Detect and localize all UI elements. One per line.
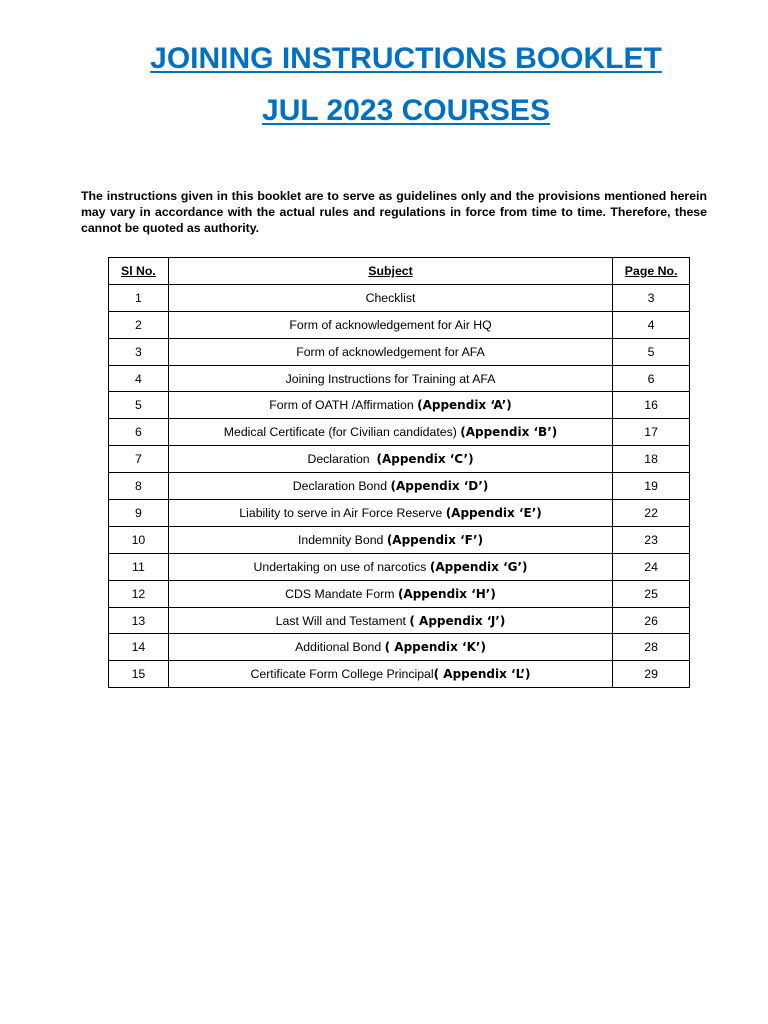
cell-subject bbox=[168, 284, 612, 311]
cell-sl-no: 9 bbox=[109, 500, 169, 527]
appendix-reference: (Appendix ‘C’) bbox=[376, 452, 474, 467]
appendix-reference: (Appendix ‘D’) bbox=[390, 479, 489, 494]
appendix-reference: ( Appendix ‘K’) bbox=[384, 640, 486, 655]
cell-page-no: 4 bbox=[613, 311, 690, 338]
cell-subject bbox=[168, 419, 612, 446]
cell-page-no: 3 bbox=[613, 284, 690, 311]
table-row bbox=[109, 338, 690, 365]
header-page-no: Page No. bbox=[613, 258, 690, 285]
subject-text: Indemnity Bond bbox=[297, 532, 387, 547]
cell-subject bbox=[168, 365, 612, 392]
subject-text: Checklist bbox=[365, 290, 416, 305]
cell-page-no: 24 bbox=[613, 553, 690, 580]
cell-sl-no: 15 bbox=[109, 661, 169, 688]
appendix-reference: (Appendix ‘B’) bbox=[460, 425, 558, 440]
subject-text: CDS Mandate Form bbox=[285, 586, 398, 601]
table-row bbox=[109, 311, 690, 338]
table-row bbox=[109, 284, 690, 311]
cell-sl-no: 7 bbox=[109, 446, 169, 473]
cell-page-no: 16 bbox=[613, 392, 690, 419]
cell-subject bbox=[168, 526, 612, 553]
table-row bbox=[109, 580, 690, 607]
cell-subject bbox=[168, 607, 612, 634]
table-row bbox=[109, 365, 690, 392]
contents-table bbox=[108, 257, 690, 688]
cell-page-no: 26 bbox=[613, 607, 690, 634]
header-sl-no: Sl No. bbox=[109, 258, 169, 285]
cell-subject bbox=[168, 473, 612, 500]
cell-sl-no: 4 bbox=[109, 365, 169, 392]
subject-text: Joining Instructions for Training at AFA bbox=[285, 371, 496, 386]
cell-sl-no: 6 bbox=[109, 419, 169, 446]
cell-page-no: 19 bbox=[613, 473, 690, 500]
appendix-reference: (Appendix ‘G’) bbox=[429, 559, 528, 574]
subject-text: Undertaking on use of narcotics bbox=[253, 559, 430, 574]
cell-sl-no: 3 bbox=[109, 338, 169, 365]
appendix-reference: (Appendix ‘F’) bbox=[386, 532, 484, 547]
cell-sl-no: 2 bbox=[109, 311, 169, 338]
cell-page-no: 23 bbox=[613, 526, 690, 553]
cell-page-no: 17 bbox=[613, 419, 690, 446]
subject-text: Form of OATH /Affirmation bbox=[269, 398, 418, 413]
appendix-reference: ( Appendix ‘J’) bbox=[409, 613, 506, 628]
contents-table-body bbox=[109, 284, 690, 687]
cell-sl-no: 14 bbox=[109, 634, 169, 661]
subject-text: Form of acknowledgement for Air HQ bbox=[289, 317, 492, 332]
cell-subject bbox=[168, 553, 612, 580]
table-row bbox=[109, 446, 690, 473]
cell-subject bbox=[168, 311, 612, 338]
table-row bbox=[109, 607, 690, 634]
cell-page-no: 6 bbox=[613, 365, 690, 392]
cell-page-no: 18 bbox=[613, 446, 690, 473]
cell-page-no: 28 bbox=[613, 634, 690, 661]
subject-text: Liability to serve in Air Force Reserve bbox=[239, 505, 446, 520]
cell-subject bbox=[168, 580, 612, 607]
appendix-reference: (Appendix ‘E’) bbox=[445, 505, 542, 520]
cell-page-no: 25 bbox=[613, 580, 690, 607]
cell-subject bbox=[168, 392, 612, 419]
cell-page-no: 5 bbox=[613, 338, 690, 365]
cell-page-no: 22 bbox=[613, 500, 690, 527]
cell-sl-no: 11 bbox=[109, 553, 169, 580]
cell-sl-no: 12 bbox=[109, 580, 169, 607]
header-subject: Subject bbox=[168, 258, 612, 285]
cell-subject bbox=[168, 446, 612, 473]
subject-text: Declaration bbox=[307, 452, 377, 467]
cell-sl-no: 5 bbox=[109, 392, 169, 419]
cell-subject bbox=[168, 500, 612, 527]
table-row bbox=[109, 661, 690, 688]
subject-text: Form of acknowledgement for AFA bbox=[296, 344, 485, 359]
cell-subject bbox=[168, 634, 612, 661]
cell-sl-no: 10 bbox=[109, 526, 169, 553]
subject-text: Certificate Form College Principal bbox=[250, 667, 434, 682]
table-row bbox=[109, 419, 690, 446]
courses-subtitle: JUL 2023 COURSES bbox=[262, 94, 550, 127]
subject-text: Medical Certificate (for Civilian candidates) bbox=[223, 425, 461, 440]
table-row bbox=[109, 500, 690, 527]
subject-text: Additional Bond bbox=[295, 640, 385, 655]
cell-sl-no: 8 bbox=[109, 473, 169, 500]
table-row bbox=[109, 634, 690, 661]
cell-sl-no: 13 bbox=[109, 607, 169, 634]
appendix-reference: (Appendix ‘H’) bbox=[397, 586, 496, 601]
table-row bbox=[109, 526, 690, 553]
subject-text: Declaration Bond bbox=[292, 479, 391, 494]
table-row bbox=[109, 392, 690, 419]
cell-page-no: 29 bbox=[613, 661, 690, 688]
intro-disclaimer: The instructions given in this booklet are to serve as guidelines only and the provisions mentioned herein may vary in accordance with the actual rules and regulations in force from time to time. Therefore, these cannot be quoted as authority. bbox=[81, 189, 707, 236]
subject-text: Last Will and Testament bbox=[275, 613, 410, 628]
cell-sl-no: 1 bbox=[109, 284, 169, 311]
appendix-reference: ( Appendix ‘L’) bbox=[433, 667, 531, 682]
cell-subject bbox=[168, 661, 612, 688]
table-row bbox=[109, 473, 690, 500]
table-row bbox=[109, 553, 690, 580]
table-header-row bbox=[109, 258, 690, 285]
cell-subject bbox=[168, 338, 612, 365]
booklet-title: JOINING INSTRUCTIONS BOOKLET bbox=[150, 42, 662, 75]
appendix-reference: (Appendix ‘A’) bbox=[417, 398, 512, 413]
